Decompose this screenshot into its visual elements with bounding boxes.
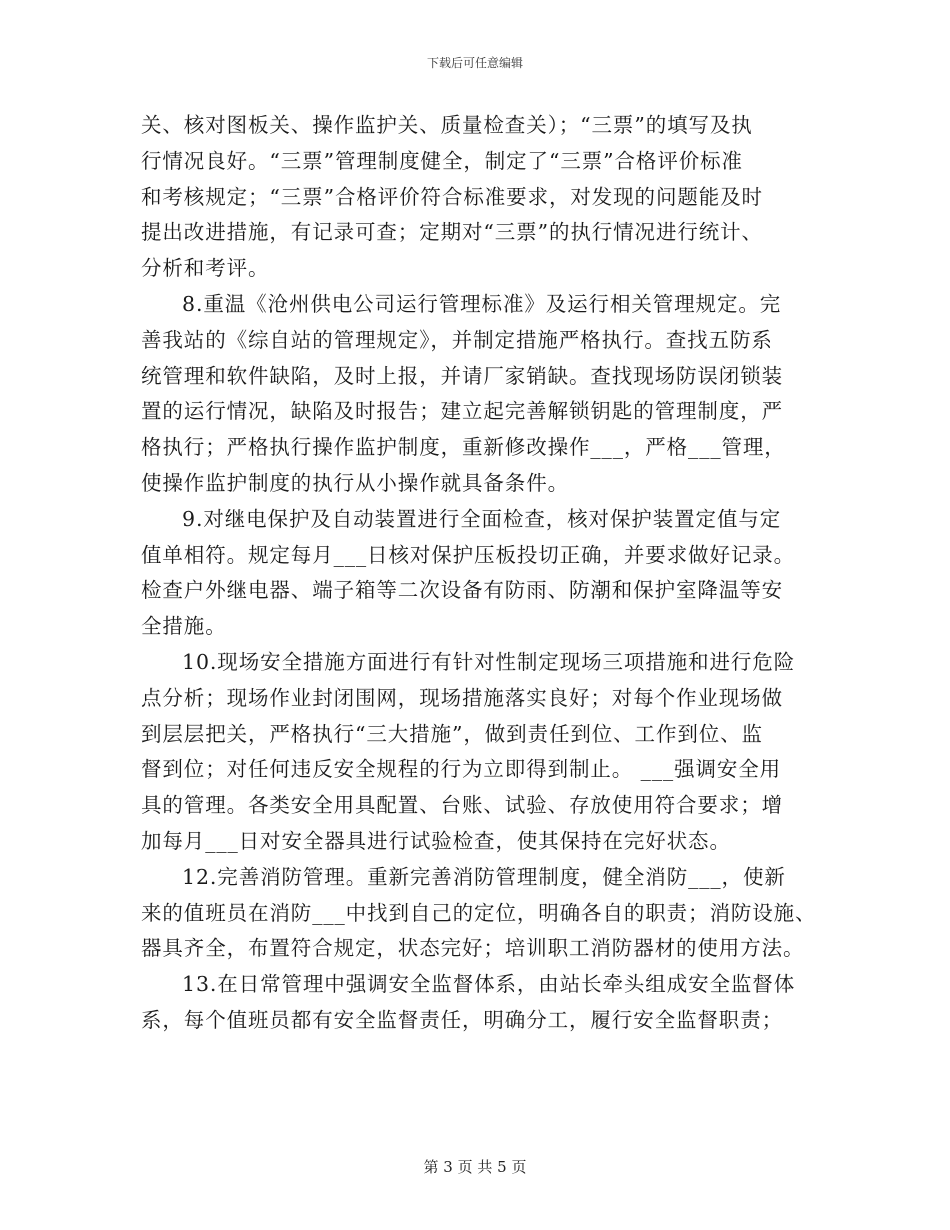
text-line: 使操作监护制度的执行从小操作就具备条件。: [141, 470, 569, 495]
text-line: 善我站的《综自站的管理规定》，并制定措施严格执行。查找五防系: [141, 327, 773, 352]
text-line: 器具齐全，布置符合规定，状态完好；培训职工消防器材的使用方法。: [141, 936, 805, 961]
page-header: 下载后可任意编辑: [426, 56, 523, 70]
text-line: 值单相符。规定每月___日核对保护压板投切正确，并要求做好记录。: [141, 542, 796, 567]
text-line: 督到位；对任何违反安全规程的行为立即得到制止。 ___强调安全用: [141, 757, 782, 782]
text-line: 分析和考评。: [141, 256, 270, 281]
text-line: 全措施。: [141, 614, 227, 639]
text-line: 行情况良好。“三票”管理制度健全，制定了“三票”合格评价标准: [141, 148, 743, 173]
text-line: 点分析；现场作业封闭围网，现场措施落实良好；对每个作业现场做: [141, 685, 783, 710]
text-line: 具的管理。各类安全用具配置、台账、试验、存放使用符合要求；增: [141, 793, 783, 818]
text-line: 提出改进措施，有记录可查；定期对“三票”的执行情况进行统计、: [141, 220, 763, 245]
document-body: [141, 108, 821, 1039]
text-line: 到层层把关，严格执行“三大措施”，做到责任到位、工作到位、监: [141, 721, 763, 746]
text-line: 系，每个值班员都有安全监督责任，明确分工，履行安全监督职责；: [141, 1007, 783, 1032]
page-footer: 第 3 页 共 5 页: [423, 1158, 527, 1176]
text-line: 来的值班员在消防___中找到自己的定位，明确各自的职责；消防设施、: [141, 900, 817, 925]
text-line: 关、核对图板关、操作监护关、质量检查关）；“三票”的填写及执: [141, 113, 753, 137]
text-line: 12.完善消防管理。重新完善消防管理制度，健全消防___，使新: [182, 864, 786, 889]
text-line: 检查户外继电器、端子箱等二次设备有防雨、防潮和保护室降温等安: [141, 578, 783, 603]
text-line: 13.在日常管理中强调安全监督体系，由站长牵头组成安全监督体: [182, 972, 796, 997]
text-line: 和考核规定；“三票”合格评价符合标准要求，对发现的问题能及时: [141, 184, 763, 209]
text-line: 置的运行情况，缺陷及时报告；建立起完善解锁钥匙的管理制度，严: [141, 399, 783, 424]
text-line: 统管理和软件缺陷，及时上报，并请厂家销缺。查找现场防误闭锁装: [141, 363, 783, 388]
text-line: 格执行；严格执行操作监护制度，重新修改操作___，严格___管理，: [141, 435, 786, 460]
text-line: 9.对继电保护及自动装置进行全面检查，核对保护装置定值与定: [182, 506, 782, 531]
text-line: 10.现场安全措施方面进行有针对性制定现场三项措施和进行危险: [182, 649, 796, 674]
text-line: 8.重温《沧州供电公司运行管理标准》及运行相关管理规定。完: [182, 291, 782, 316]
text-line: 加每月___日对安全器具进行试验检查，使其保持在完好状态。: [141, 828, 731, 853]
